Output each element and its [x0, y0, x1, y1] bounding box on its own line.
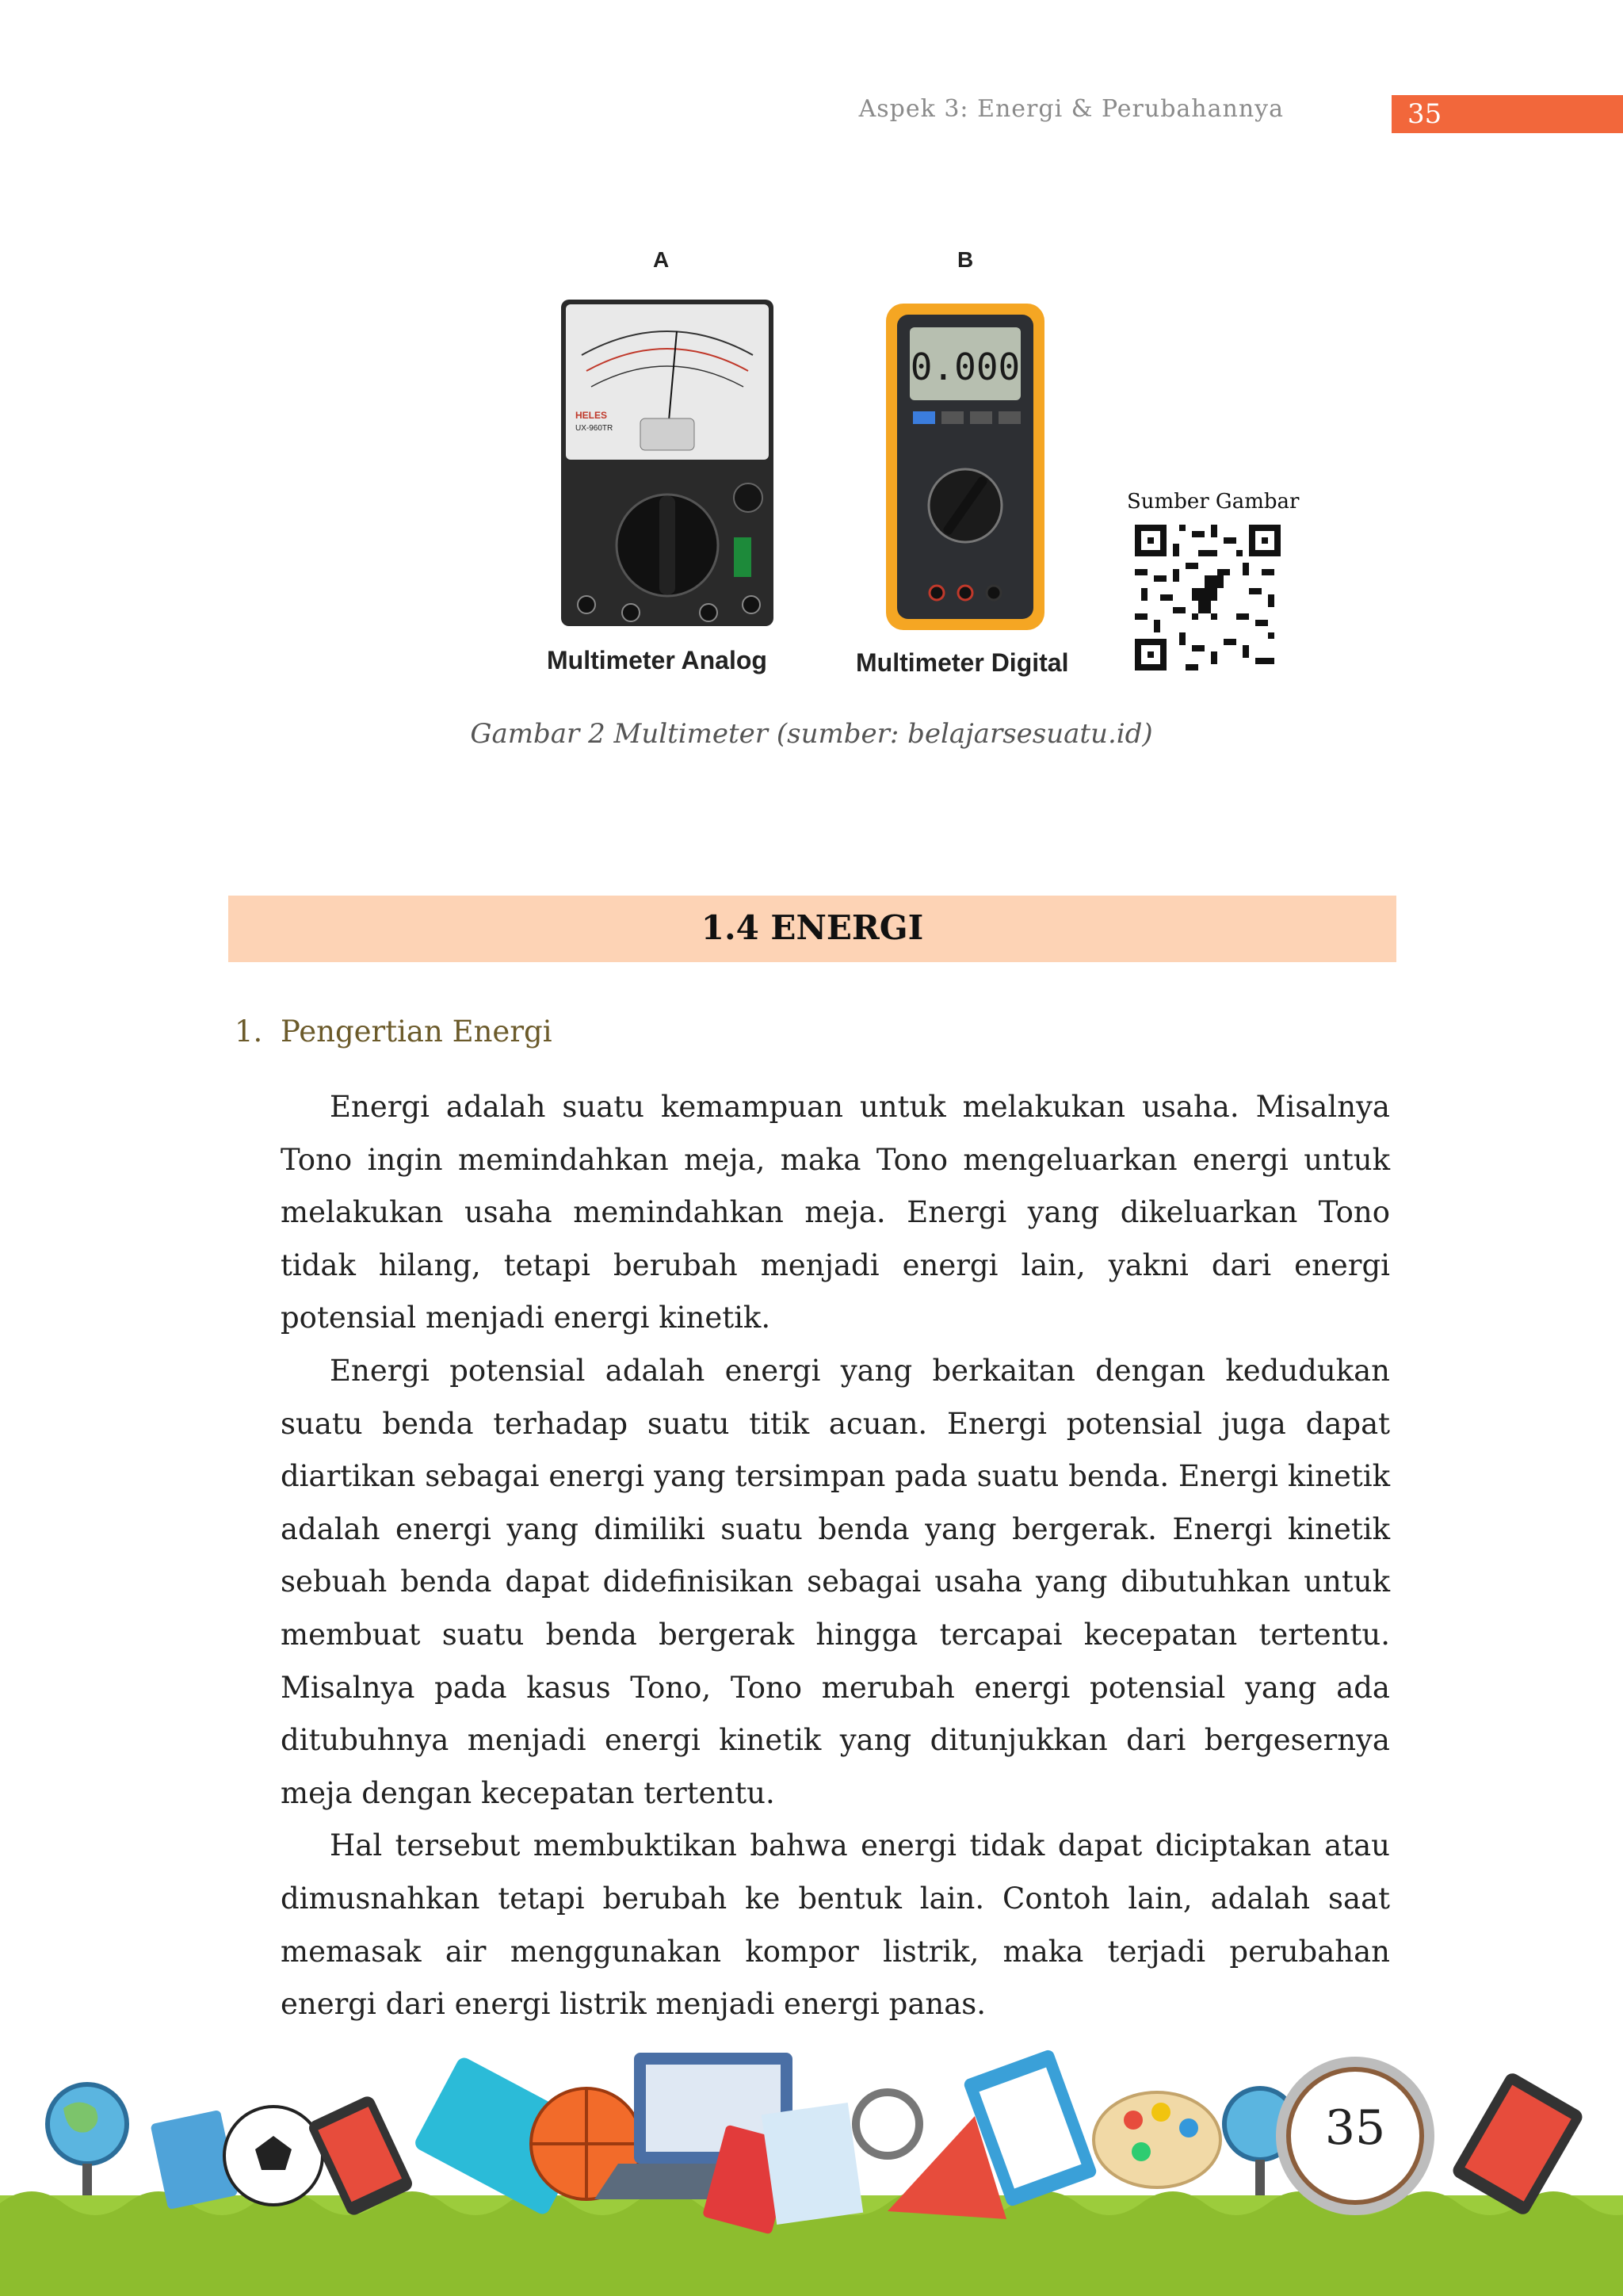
subsection-title: Pengertian Energi	[281, 1014, 552, 1049]
section-title: 1.4 ENERGI	[701, 908, 924, 947]
analog-brand: HELES	[575, 410, 608, 421]
digital-caption: Multimeter Digital	[856, 648, 1069, 677]
subsection-heading	[235, 1014, 552, 1049]
header-page-number: 35	[1407, 98, 1442, 130]
footer-school-supplies-illustration	[0, 2029, 1623, 2296]
section-heading-bar	[228, 896, 1396, 962]
footer-page-number: 35	[1324, 2100, 1386, 2156]
analog-model: UX-960TR	[575, 424, 613, 433]
figure-label-a: A	[653, 247, 670, 272]
analog-multimeter-image	[558, 300, 777, 631]
digital-multimeter-image	[886, 304, 1044, 630]
figure-label-b: B	[957, 247, 974, 272]
header-page-badge	[1392, 95, 1623, 133]
paragraph: Energi potensial adalah energi yang berkaitan dengan kedudukan suatu benda terhadap suatu titik acuan. Energi potensial juga dapat diartikan sebagai energi yang tersimpan pada suatu benda. Energi kinetik adalah energi yang dimiliki suatu benda yang bergerak. Energi kinetik sebuah benda dapat didefinisikan sebagai usaha yang dibutuhkan untuk membuat suatu benda bergerak hingga tercapai kecepatan tertentu. Misalnya pada kasus Tono, Tono merubah energi potensial yang ada ditubuhnya menjadi energi kinetik yang ditunjukkan dari bergesernya meja dengan kecepatan tertentu.	[281, 1353, 1390, 1810]
paragraph: Hal tersebut membuktikan bahwa energi tidak dapat diciptakan atau dimusnahkan tetapi berubah ke bentuk lain. Contoh lain, adalah saat memasak air menggunakan kompor listrik, maka terjadi perubahan energi dari energi listrik menjadi energi panas.	[281, 1828, 1390, 2022]
running-header: Aspek 3: Energi & Perubahannya	[858, 95, 1284, 123]
digital-display-reading: 0.000	[910, 346, 1021, 388]
paragraph: Energi adalah suatu kemampuan untuk melakukan usaha. Misalnya Tono ingin memindahkan meja, maka Tono mengeluarkan energi untuk melakukan usaha memindahkan meja. Energi yang dikeluarkan Tono tidak hilang, tetapi berubah menjadi energi lain, yakni dari energi potensial menjadi energi kinetik.	[281, 1090, 1390, 1335]
body-text	[281, 1081, 1390, 2031]
subsection-number: 1.	[235, 1014, 263, 1049]
analog-caption: Multimeter Analog	[547, 646, 767, 674]
qr-code-image[interactable]	[1135, 525, 1281, 670]
figure-caption: Gambar 2 Multimeter (sumber: belajarsesuatu.id)	[470, 718, 1153, 750]
qr-source-title: Sumber Gambar	[1127, 490, 1300, 514]
